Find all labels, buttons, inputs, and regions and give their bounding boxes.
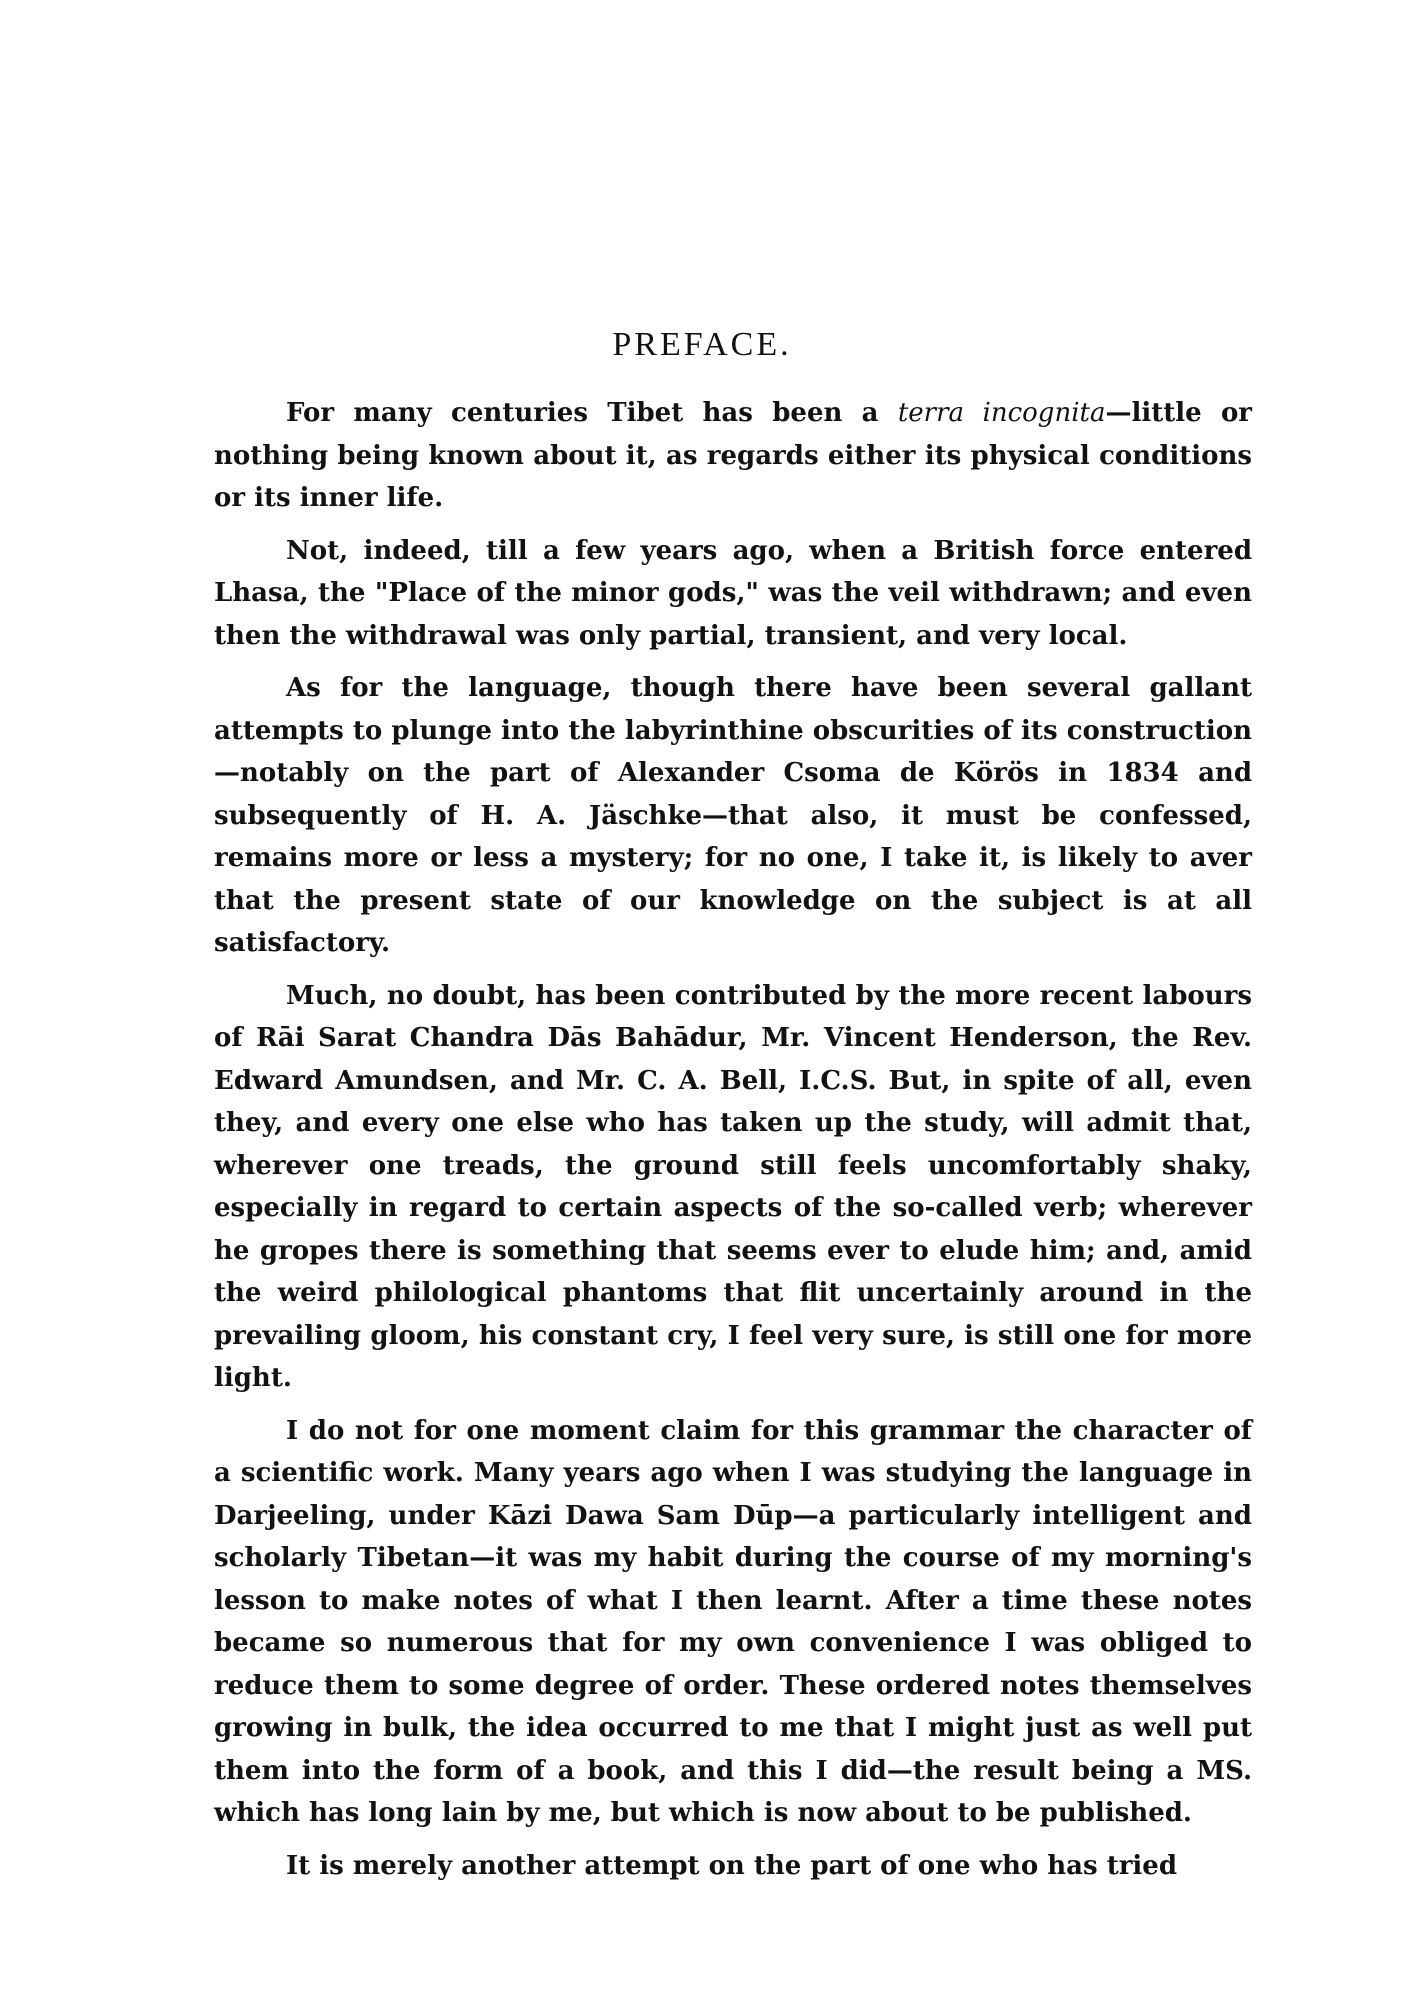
italic-phrase: terra incognita: [897, 398, 1106, 428]
paragraph: [214, 1845, 1252, 1888]
text-segment: I do not for one moment claim for this grammar the character of a scientific work. Many years ago when I was studying the language in Darjeeling, under Kāzi Dawa Sam Dūp—a particularly intelligent and scholarly Tibetan—it was my habit during the course of my morning's lesson to make notes of what I then learnt. After a time these notes became so numerous that for my own convenience I was obliged to reduce them to some degree of order. These ordered notes themselves growing in bulk, the idea occurred to me that I might just as well put them into the form of a book, and this I did—the result being a MS. which has long lain by me, but which is now about to be published.: [214, 1415, 1252, 1828]
page-title: PREFACE.: [612, 326, 792, 363]
paragraph: [214, 392, 1252, 520]
text-segment: For many centuries Tibet has been a: [286, 398, 898, 428]
text-segment: As for the language, though there have been several gallant attempts to plunge into the labyrinthine obscurities of its construction—notably on the part of Alexander Csoma de Körös in 1834 and subsequently of H. A. Jäschke—that also, it must be confessed, remains more or less a mystery; for no one, I take it, is likely to aver that the present state of our knowledge on the subject is at all satisfactory.: [214, 673, 1252, 958]
text-segment: It is merely another attempt on the part of one who has tried: [286, 1850, 1178, 1881]
paragraph: [214, 975, 1252, 1400]
text-segment: Much, no doubt, has been contributed by the more recent labours of Rāi Sarat Chandra Dās Bahādur, Mr. Vincent Henderson, the Rev. Edward Amundsen, and Mr. C. A. Bell, I.C.S. But, in spite of all, even they, and every one else who has taken up the study, will admit that, wherever one treads, the ground still feels uncomfortably shaky, especially in regard to certain aspects of the so-called verb; wherever he gropes there is something that seems ever to elude him; and, amid the weird philological phantoms that flit uncertainly around in the prevailing gloom, his constant cry, I feel very sure, is still one for more light.: [214, 980, 1252, 1393]
paragraph: [214, 530, 1252, 658]
paragraph: [214, 667, 1252, 965]
text-segment: Not, indeed, till a few years ago, when a British force entered Lhasa, the "Place of the minor gods," was the veil withdrawn; and even then the withdrawal was only partial, transient, and very local.: [214, 535, 1252, 651]
preface-text: [214, 392, 1252, 1887]
paragraph: [214, 1410, 1252, 1835]
text-segment: —little or nothing being known about it, as regards either its physical conditions or its inner life.: [214, 398, 1252, 513]
